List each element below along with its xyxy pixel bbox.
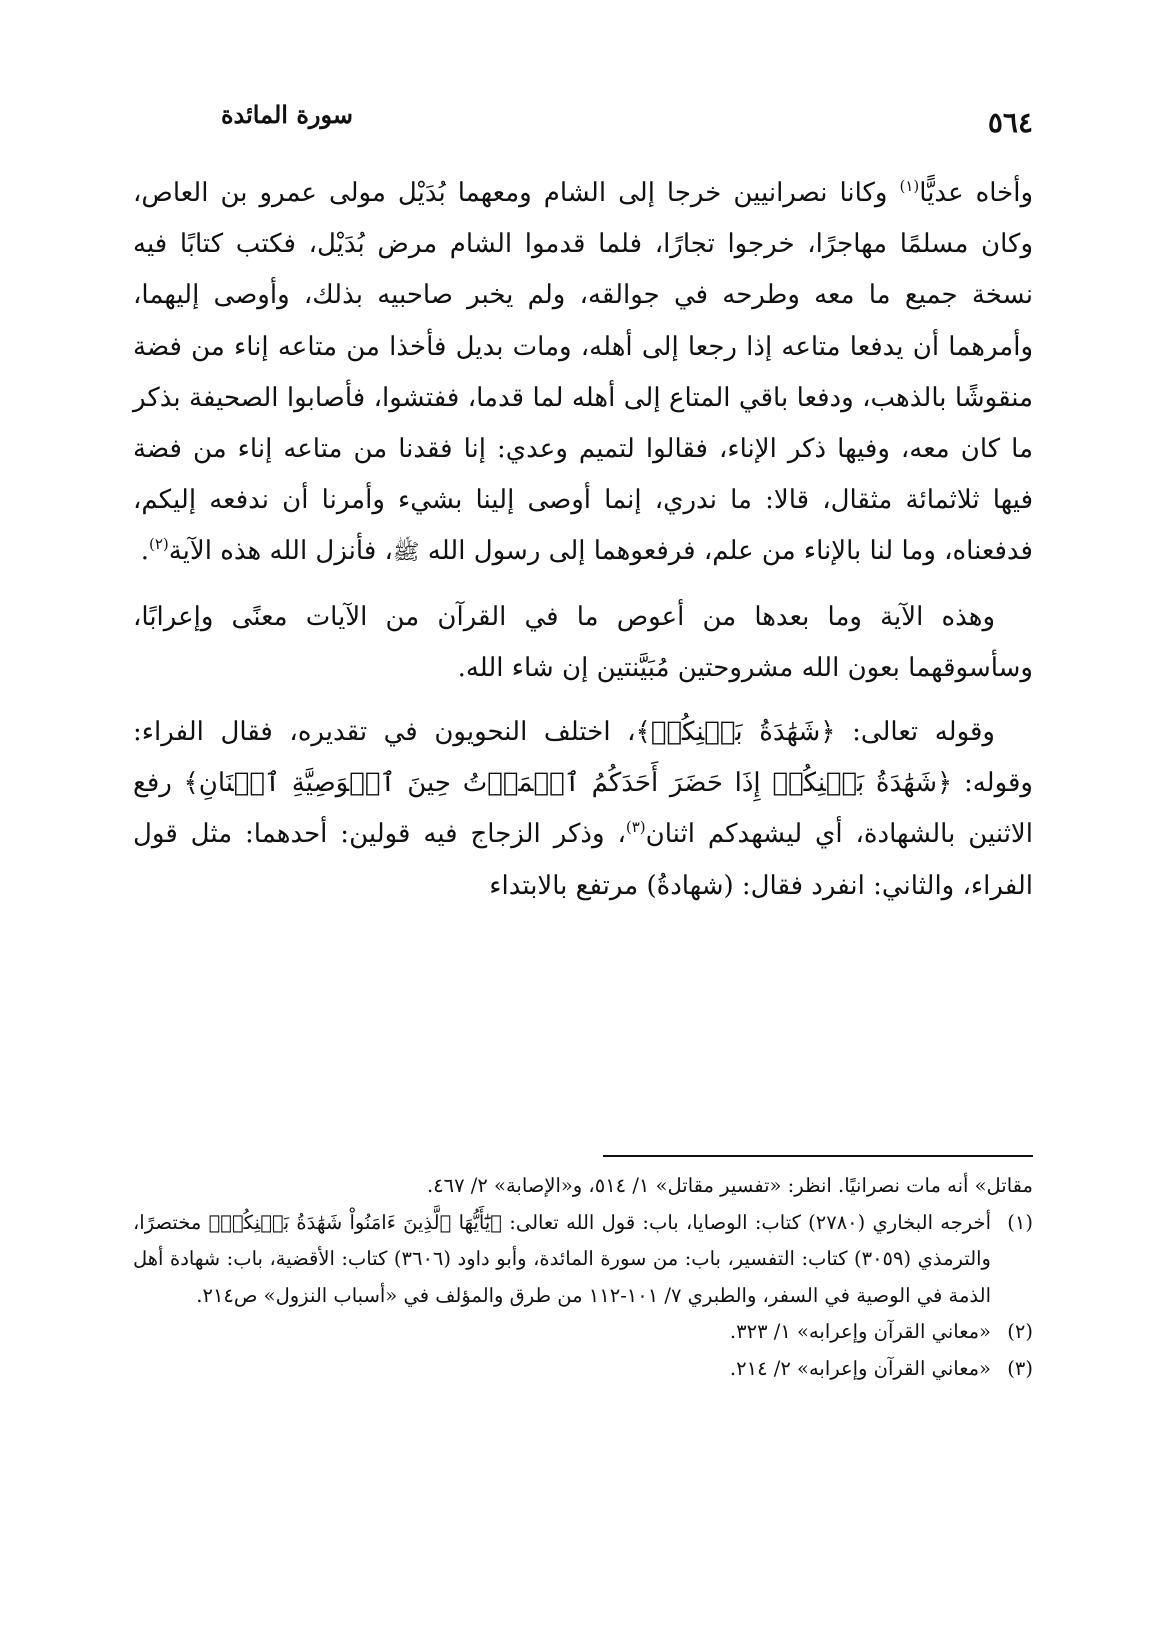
footnote-marker-3: (٣) [625, 818, 646, 837]
paragraph-text: ، فأنزل الله هذه الآية [168, 536, 393, 567]
footnote-number: (٣) [1007, 1356, 1033, 1380]
footnote-continuation: مقاتل» أنه مات نصرانيًا. انظر: «تفسير مقاتل» ١/ ٥١٤، و«الإصابة» ٢/ ٤٦٧. [426, 1174, 1033, 1197]
paragraph-text: ، وذكر الزجاج فيه قولين: أحدهما: مثل قول الفراء، والثاني: انفرد فقال: (شهادةُ) مرتفع بالابتداء [133, 819, 1033, 901]
footnote-text-part: مختصرًا، والترمذي (٣٠٥٩) كتاب: التفسير، باب: من سورة المائدة، وأبو داود (٣٦٠٦) كتاب: الأقضية، باب: شهادة أهل الذمة في الوصية في السفر، والطبري ٧/ ١٠١-١١٢ من طرق والمؤلف في «أسباب النزول» ص٢١٤. [133, 1210, 991, 1307]
paragraph-1 [133, 168, 1033, 579]
footnote-text: «معاني القرآن وإعرابه» ٢/ ٢١٤. [729, 1356, 991, 1380]
salawat-honorific-glyph: ﷺ [392, 540, 420, 566]
paragraph-end-mark: . [140, 536, 149, 567]
quran-quote: ﴿شَهَٰدَةُ بَيۡنِكُمۡ﴾ [635, 717, 836, 748]
footnote-marker-2: (٢) [148, 535, 169, 554]
paragraph-text: وأخاه عديًّا [919, 178, 1033, 208]
paragraph-text: وقوله تعالى: [835, 717, 995, 748]
paragraph-text: وكانا نصرانيين خرجا إلى الشام ومعهما بُدَيْل مولى عمرو بن العاص، وكان مسلمًا مهاجرًا، خرجوا تجارًا، فلما قدموا الشام مرض بُدَيْل، فكتب كتابًا فيه نسخة جميع ما معه وطرحه في جوالقه، ولم يخبر صاحبيه بذلك، وأوصى إليهما، وأمرهما أن يدفعا متاعه إذا رجعا إلى أهله، ومات بديل فأخذا من متاعه إناء من فضة منقوشًا بالذهب، ودفعا باقي المتاع إلى أهله لما قدما، ففتشوا، فأصابوا الصحيفة بذكر ما كان معه، وفيها ذكر الإناء، فقالوا لتميم وعدي: إنا فقدنا من متاعه إناء من فضة فيها ثلاثمائة مثقال، قالا: ما ندري، إنما أوصى إلينا بشيء وأمرنا أن ندفعه إليكم، فدفعناه، وما لنا بالإناء من علم، فرفعوهما إلى رسول الله [133, 178, 1034, 567]
main-text [133, 168, 1033, 912]
paragraph-text: ، اختلف النحويون في تقديره، فقال الفراء: وقوله: [133, 717, 1033, 799]
footnotes-section [133, 1168, 1033, 1387]
running-header-title: سورة المائدة [220, 100, 353, 129]
footnote-text-part: أخرجه البخاري (٢٧٨٠) كتاب: الوصايا، باب: قول الله تعالى: [502, 1210, 992, 1234]
quran-quote: ﴿شَهَٰدَةُ بَيۡنِكُمۡ إِذَا حَضَرَ أَحَدَكُمُ ٱلۡمَوۡتُ حِينَ ٱلۡوَصِيَّةِ ٱثۡنَانِ﴾ [183, 768, 953, 799]
footnote-text: «معاني القرآن وإعرابه» ١/ ٣٢٣. [729, 1320, 991, 1343]
footnote-3 [133, 1351, 1033, 1388]
footnote-1 [133, 1205, 1033, 1315]
paragraph-2: وهذه الآية وما بعدها من أعوص ما في القرآن من الآيات معنًى وإعرابًا، وسأسوقهما بعون الله مشروحتين مُبَيَّنتين إن شاء الله. [133, 601, 1033, 683]
footnote-divider [603, 1155, 1033, 1157]
footnote-2 [133, 1314, 1033, 1351]
footnote-marker-1: (١) [899, 177, 920, 195]
page-number: ٥٦٤ [987, 106, 1033, 139]
footnote-text [133, 1205, 991, 1315]
paragraph-3 [133, 707, 1033, 912]
footnote-number: (٢) [1007, 1320, 1033, 1343]
footnote-number: (١) [1007, 1210, 1033, 1234]
paragraph-text: رفع الاثنين بالشهادة، أي ليشهدكم اثنان [133, 768, 1033, 850]
quran-quote: ﴿يَٰٓأَيُّهَا ٱلَّذِينَ ءَامَنُواْ شَهَٰدَةُ بَيۡنِكُمۡ﴾ [208, 1210, 502, 1234]
